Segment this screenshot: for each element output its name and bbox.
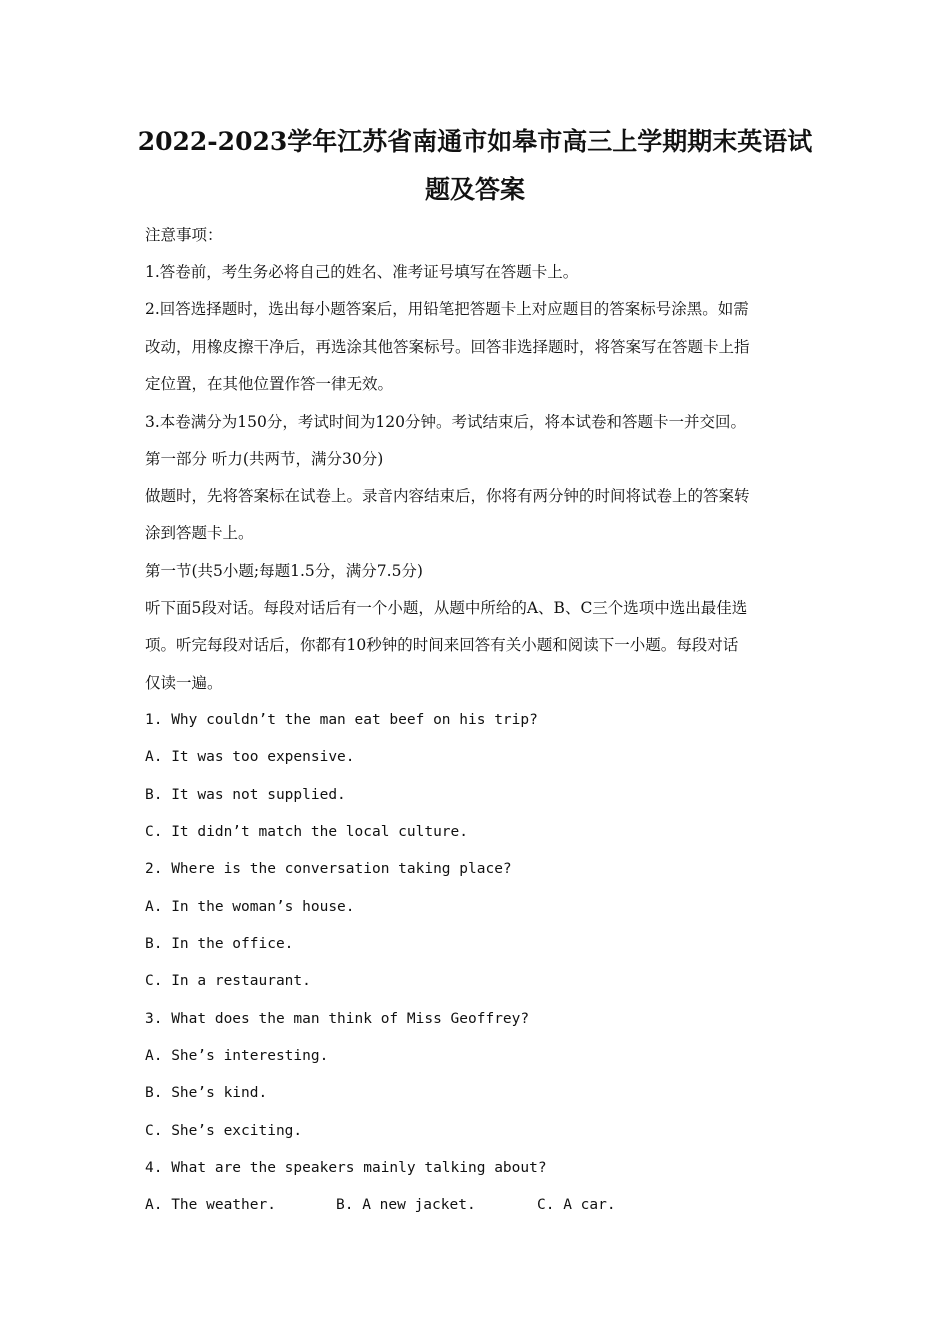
question-2-option-b: B. In the office. (145, 936, 294, 952)
notes-item-3: 3.本卷满分为150分，考试时间为120分钟。考试结束后，将本试卷和答题卡一并交回。 (145, 413, 746, 431)
notes-item-1: 1.答卷前，考生务必将自己的姓名、准考证号填写在答题卡上。 (145, 263, 579, 281)
question-3-option-c: C. She’s exciting. (145, 1123, 303, 1139)
question-1-option-b: B. It was not supplied. (145, 787, 346, 803)
section-1-instructions-line-3: 仅读一遍。 (145, 674, 223, 692)
question-4-option-c: C. A car. (537, 1197, 616, 1213)
part-1-intro-line-2: 涂到答题卡上。 (145, 524, 254, 542)
part-1-heading: 第一部分 听力(共两节，满分30分) (145, 450, 384, 468)
question-1-option-a: A. It was too expensive. (145, 749, 355, 765)
question-4: 4. What are the speakers mainly talking about? (145, 1160, 547, 1176)
notes-item-2-line-2: 改动，用橡皮擦干净后，再选涂其他答案标号。回答非选择题时，将答案写在答题卡上指 (145, 338, 750, 356)
notes-heading: 注意事项： (145, 226, 223, 244)
question-3-option-a: A. She’s interesting. (145, 1048, 329, 1064)
page-title-line-2: 题及答案 (424, 175, 525, 204)
question-3: 3. What does the man think of Miss Geoffrey? (145, 1011, 530, 1027)
part-1-intro-line-1: 做题时，先将答案标在试卷上。录音内容结束后，你将有两分钟的时间将试卷上的答案转 (145, 487, 750, 505)
question-2: 2. Where is the conversation taking place? (145, 861, 512, 877)
section-1-heading: 第一节(共5小题;每题1.5分，满分7.5分) (145, 562, 423, 580)
question-1: 1. Why couldn’t the man eat beef on his trip? (145, 712, 538, 728)
question-3-option-b: B. She’s kind. (145, 1085, 268, 1101)
section-1-instructions-line-2: 项。听完每段对话后，你都有10秒钟的时间来回答有关小题和阅读下一小题。每段对话 (145, 636, 739, 654)
question-4-option-b: B. A new jacket. (336, 1197, 476, 1213)
page-title-line-1: 2022-2023学年江苏省南通市如皋市高三上学期期末英语试 (137, 127, 813, 156)
question-1-option-c: C. It didn’t match the local culture. (145, 824, 469, 840)
notes-item-2-line-1: 2.回答选择题时，选出每小题答案后，用铅笔把答题卡上对应题目的答案标号涂黑。如需 (145, 300, 749, 318)
section-1-instructions-line-1: 听下面5段对话。每段对话后有一个小题，从题中所给的A、B、C三个选项中选出最佳选 (145, 599, 748, 617)
question-2-option-a: A. In the woman’s house. (145, 899, 355, 915)
question-4-option-a: A. The weather. (145, 1197, 276, 1213)
notes-item-2-line-3: 定位置，在其他位置作答一律无效。 (145, 375, 394, 393)
question-4-options (145, 1195, 616, 1215)
question-2-option-c: C. In a restaurant. (145, 973, 311, 989)
